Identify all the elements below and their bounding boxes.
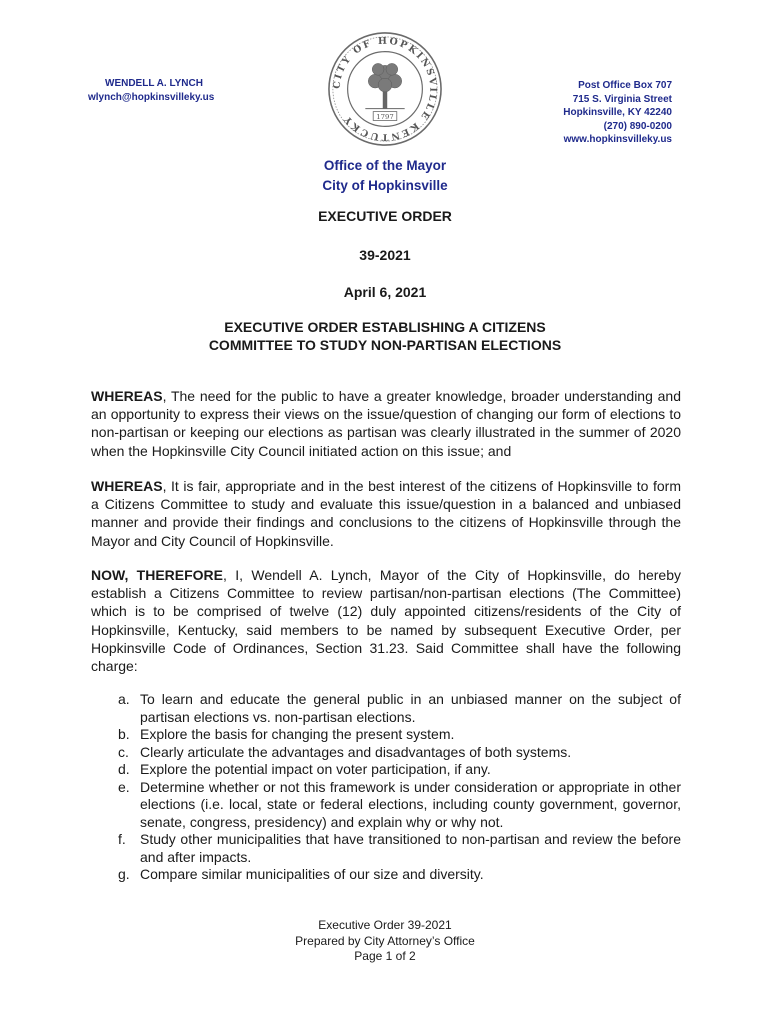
paragraph-text: , The need for the public to have a greater knowledge, broader understanding and an opportunity to express their views on the issue/question of changing our form of elections to non-partisan or keeping our elections as partisan was clearly illustrated in the summer of 2020 when the Hopkinsville City Council initiated action on this issue; and <box>91 388 681 459</box>
list-text: Explore the potential impact on voter participation, if any. <box>140 761 491 777</box>
office-line-1: Office of the Mayor <box>323 158 447 173</box>
seal-ring-text: CITY OF HOPKINSVILLE KENTUCKY <box>331 35 439 143</box>
mayor-email[interactable]: wlynch@hopkinsvilleky.us <box>88 92 215 103</box>
office-line-2: City of Hopkinsville <box>322 178 448 193</box>
paragraph-text: , I, Wendell A. Lynch, Mayor of the City of Hopkinsville, do hereby establish a Citizens Committee to review partisan/non-partisan elections (The Committee) which is to be comprised of twelve (12) duly appointed citizens/residents of the City of Hopkinsville, Kentucky, said members to be named by subsequent Executive Order, per Hopkinsville Code of Ordinances, Section 31.23. Said Committee shall have the following charge: <box>91 567 682 675</box>
list-item <box>118 761 681 779</box>
doc-heading: EXECUTIVE ORDER <box>318 208 452 224</box>
list-letter: b. <box>118 726 130 742</box>
phone-number: (270) 890-0200 <box>603 120 672 132</box>
list-letter: d. <box>118 761 130 777</box>
list-item <box>118 779 681 832</box>
order-title-line-1: EXECUTIVE ORDER ESTABLISHING A CITIZENS <box>224 319 546 335</box>
list-item <box>118 726 681 744</box>
list-text: Explore the basis for changing the present system. <box>140 726 455 742</box>
paragraph-lead: WHEREAS <box>91 388 163 404</box>
paragraph-lead: NOW, THEREFORE <box>91 567 224 583</box>
list-text: Clearly articulate the advantages and disadvantages of both systems. <box>140 743 572 760</box>
office-address <box>563 79 672 147</box>
list-text: Study other municipalities that have transitioned to non-partisan and review the before and after impacts. <box>140 831 681 865</box>
whereas-paragraph-2 <box>91 477 681 550</box>
order-date: April 6, 2021 <box>343 284 427 300</box>
list-text: Compare similar municipalities of our size and diversity. <box>140 866 484 882</box>
city-seal-icon <box>326 30 444 148</box>
list-item <box>118 691 681 726</box>
list-text: Determine whether or not this framework is under consideration or appropriate in other elections (i.e. local, state or federal elections, including county government, governor, senate, congress, presidency) and explain why or why not. <box>140 778 681 830</box>
list-letter: f. <box>118 831 126 847</box>
order-title-line-2: COMMITTEE TO STUDY NON-PARTISAN ELECTIONS <box>208 337 562 353</box>
mayor-name: WENDELL A. LYNCH <box>105 78 203 89</box>
order-number: 39-2021 <box>359 247 411 263</box>
now-therefore-paragraph <box>91 566 681 675</box>
list-item <box>118 866 681 884</box>
paragraph-text: , It is fair, appropriate and in the best interest of the citizens of Hopkinsville to form a Citizens Committee to study and evaluate this issue/question in a balanced and unbiased manner and provide their findings and conclusions to the citizens of Hopkinsville through the Mayor and City Council of Hopkinsville. <box>91 478 681 549</box>
footer-page-number: Page 1 of 2 <box>354 949 416 963</box>
list-item <box>118 831 681 866</box>
po-box: Post Office Box 707 <box>578 80 672 91</box>
whereas-paragraph-1 <box>91 387 681 460</box>
footer-prepared-by: Prepared by City Attorney’s Office <box>295 933 475 948</box>
list-item <box>118 744 681 762</box>
list-letter: g. <box>118 866 130 882</box>
order-title <box>0 318 770 354</box>
committee-charges-list <box>118 691 681 884</box>
footer-order-ref: Executive Order 39-2021 <box>318 918 452 932</box>
office-title <box>0 156 770 196</box>
paragraph-lead: WHEREAS <box>91 478 163 494</box>
mayor-contact <box>88 77 214 105</box>
street-address: 715 S. Virginia Street <box>572 93 672 105</box>
list-letter: c. <box>118 743 129 760</box>
seal-year: 1797 <box>376 112 394 121</box>
list-letter: a. <box>118 691 130 707</box>
page-footer <box>0 918 770 965</box>
list-letter: e. <box>118 778 130 795</box>
list-text: To learn and educate the general public in an unbiased manner on the subject of partisan elections vs. non-partisan elections. <box>140 691 681 725</box>
city-state-zip: Hopkinsville, KY 42240 <box>563 107 672 118</box>
website-link[interactable]: www.hopkinsvilleky.us <box>563 134 672 145</box>
